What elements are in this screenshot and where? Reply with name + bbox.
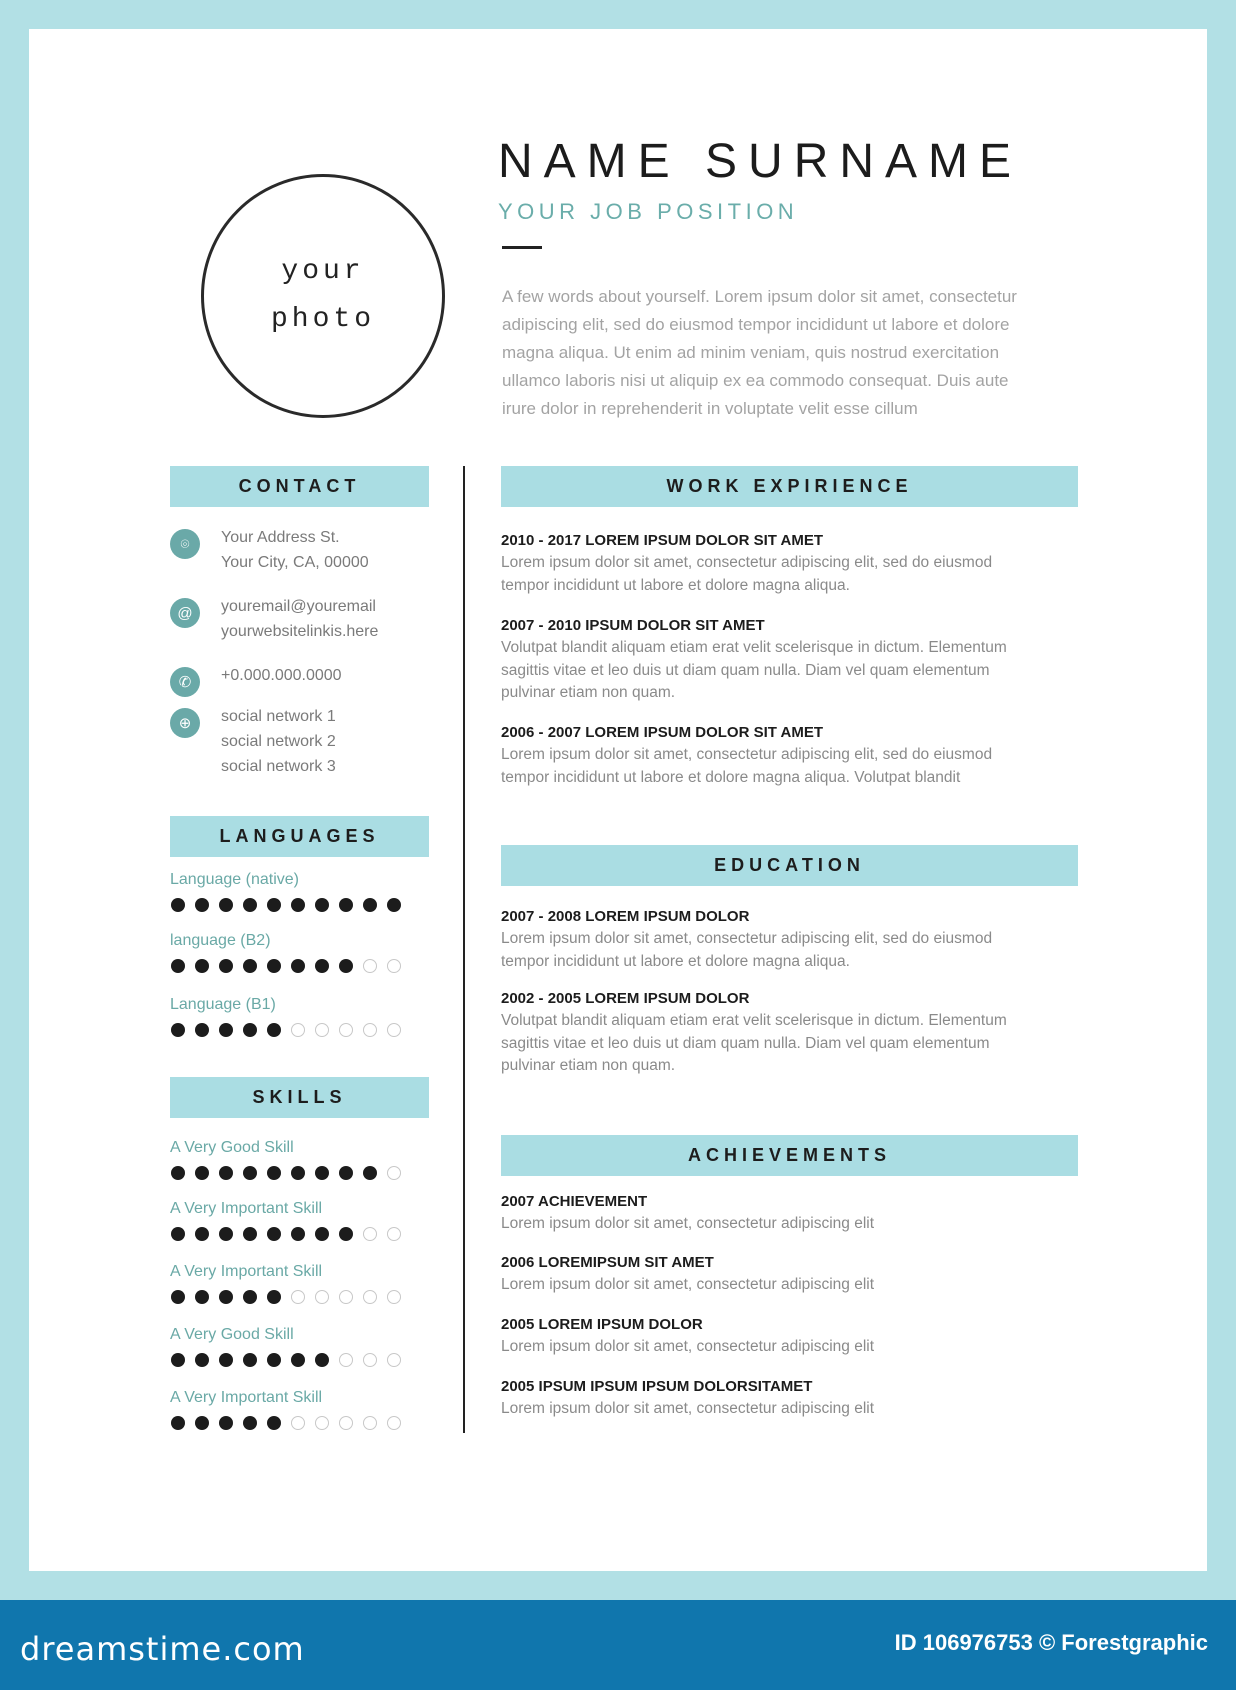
filled-dot [339, 1166, 353, 1180]
education-entry-text [501, 1010, 1007, 1078]
empty-dot [363, 1023, 377, 1037]
filled-dot [339, 1227, 353, 1241]
filled-dot [171, 1290, 185, 1304]
skills-rating [171, 1290, 401, 1304]
filled-dot [291, 959, 305, 973]
phone-icon: ✆ [170, 667, 200, 697]
skills-label: A Very Important Skill [170, 1263, 323, 1280]
filled-dot [267, 898, 281, 912]
languages-label: Language (native) [170, 871, 299, 888]
bio-line: ullamco laboris nisi ut aliquip ex ea commodo consequat. Duis aute [502, 371, 1009, 390]
filled-dot [243, 1227, 257, 1241]
filled-dot [267, 959, 281, 973]
empty-dot [387, 1353, 401, 1367]
languages-rating [171, 1023, 401, 1037]
bio-line: magna aliqua. Ut enim ad minim veniam, quis nostrud exercitation [502, 343, 1000, 362]
achievements-entry-title: 2006 LOREMIPSUM SIT AMET [501, 1254, 714, 1271]
entry-line: sagittis vitae et leo duis ut diam quam nulla. Diam vel quam elementum [501, 1034, 990, 1052]
achievements-entry-title: 2005 LOREM IPSUM DOLOR [501, 1316, 703, 1333]
skills-label: A Very Good Skill [170, 1139, 294, 1156]
filled-dot [339, 898, 353, 912]
contact-line: yourwebsitelinkis.here [221, 623, 379, 640]
skills-rating [171, 1227, 401, 1241]
filled-dot [195, 959, 209, 973]
contact-header: CONTACT [170, 466, 429, 507]
work-entry-text [501, 552, 992, 597]
education-header: EDUCATION [501, 845, 1078, 886]
filled-dot [243, 959, 257, 973]
filled-dot [243, 1416, 257, 1430]
bio-line: adipiscing elit, sed do eiusmod tempor incididunt ut labore et dolore [502, 315, 1010, 334]
filled-dot [291, 1166, 305, 1180]
filled-dot [339, 959, 353, 973]
filled-dot [219, 1166, 233, 1180]
languages-rating [171, 898, 401, 912]
image-credit: ID 106976753 © Forestgraphic [894, 1630, 1208, 1655]
bio [502, 283, 1017, 423]
filled-dot [267, 1023, 281, 1037]
filled-dot [195, 1290, 209, 1304]
empty-dot [339, 1416, 353, 1430]
location-pin-icon: ⌾ [170, 529, 200, 559]
entry-line: Lorem ipsum dolor sit amet, consectetur adipiscing elit [501, 1338, 875, 1355]
filled-dot [195, 898, 209, 912]
empty-dot [339, 1023, 353, 1037]
entry-line: sagittis vitae et leo duis ut diam quam nulla. Diam vel quam elementum [501, 661, 990, 679]
filled-dot [315, 1353, 329, 1367]
skills-label: A Very Important Skill [170, 1200, 323, 1217]
empty-dot [315, 1023, 329, 1037]
filled-dot [267, 1353, 281, 1367]
filled-dot [243, 1166, 257, 1180]
empty-dot [363, 1353, 377, 1367]
entry-line: Volutpat blandit aliquam etiam erat velit scelerisque in dictum. Elementum [501, 639, 1007, 656]
work-entry-text [501, 744, 992, 789]
empty-dot [363, 1227, 377, 1241]
dreamstime-logo[interactable]: dreamstime.com [20, 1630, 305, 1668]
filled-dot [291, 1353, 305, 1367]
languages-label: language (B2) [170, 932, 271, 949]
at-sign-icon: @ [170, 598, 200, 628]
filled-dot [315, 1227, 329, 1241]
filled-dot [267, 1227, 281, 1241]
filled-dot [219, 1023, 233, 1037]
education-entry-title: 2002 - 2005 LOREM IPSUM DOLOR [501, 990, 750, 1007]
filled-dot [363, 1166, 377, 1180]
filled-dot [291, 1227, 305, 1241]
empty-dot [387, 959, 401, 973]
empty-dot [291, 1023, 305, 1037]
achievements-entry-text [501, 1213, 874, 1236]
work-entry-title: 2010 - 2017 LOREM IPSUM DOLOR SIT AMET [501, 532, 824, 549]
job-position: YOUR JOB POSITION [498, 199, 799, 224]
contact-item [221, 594, 378, 644]
empty-dot [315, 1290, 329, 1304]
empty-dot [291, 1416, 305, 1430]
contact-item [221, 704, 336, 779]
languages-rating [171, 959, 401, 973]
contact-line: Your City, CA, 00000 [221, 554, 369, 571]
achievements-header: ACHIEVEMENTS [501, 1135, 1078, 1176]
achievements-entry-title: 2007 ACHIEVEMENT [501, 1193, 648, 1210]
filled-dot [315, 898, 329, 912]
entry-line: tempor incididunt ut labore et dolore magna aliqua. [501, 576, 850, 594]
empty-dot [363, 1416, 377, 1430]
empty-dot [387, 1290, 401, 1304]
filled-dot [219, 898, 233, 912]
filled-dot [219, 959, 233, 973]
filled-dot [219, 1416, 233, 1430]
entry-line: tempor incididunt ut labore et dolore magna aliqua. [501, 952, 850, 970]
column-divider [463, 466, 465, 1433]
filled-dot [291, 898, 305, 912]
empty-dot [387, 1023, 401, 1037]
filled-dot [243, 898, 257, 912]
work-entry-title: 2007 - 2010 IPSUM DOLOR SIT AMET [501, 617, 765, 634]
divider [502, 246, 542, 249]
contact-line: +0.000.000.0000 [221, 667, 342, 684]
entry-line: pulvinar etiam non quam. [501, 684, 676, 701]
filled-dot [243, 1353, 257, 1367]
skills-label: A Very Important Skill [170, 1389, 323, 1406]
full-name: NAME SURNAME [498, 135, 1023, 188]
empty-dot [363, 1290, 377, 1304]
empty-dot [363, 959, 377, 973]
filled-dot [171, 898, 185, 912]
empty-dot [387, 1416, 401, 1430]
entry-line: Lorem ipsum dolor sit amet, consectetur adipiscing elit [501, 1276, 875, 1293]
languages-label: Language (B1) [170, 996, 276, 1013]
entry-line: Lorem ipsum dolor sit amet, consectetur adipiscing elit [501, 1215, 875, 1232]
filled-dot [243, 1023, 257, 1037]
contact-line: social network 3 [221, 758, 336, 775]
work-header: WORK EXPIRIENCE [501, 466, 1078, 507]
bio-line: A few words about yourself. Lorem ipsum dolor sit amet, consectetur [502, 287, 1017, 306]
contact-item [221, 525, 369, 575]
education-entry-title: 2007 - 2008 LOREM IPSUM DOLOR [501, 908, 750, 925]
skills-rating [171, 1353, 401, 1367]
filled-dot [195, 1023, 209, 1037]
empty-dot [339, 1353, 353, 1367]
filled-dot [171, 1353, 185, 1367]
bio-line: irure dolor in reprehenderit in voluptate velit esse cillum [502, 399, 918, 418]
entry-line: Volutpat blandit aliquam etiam erat velit scelerisque in dictum. Elementum [501, 1012, 1007, 1029]
filled-dot [387, 898, 401, 912]
achievements-entry-text [501, 1398, 874, 1421]
filled-dot [267, 1290, 281, 1304]
photo-text: photo [270, 304, 375, 335]
filled-dot [315, 1166, 329, 1180]
filled-dot [171, 1416, 185, 1430]
empty-dot [387, 1166, 401, 1180]
skills-header: SKILLS [170, 1077, 429, 1118]
entry-line: pulvinar etiam non quam. [501, 1057, 676, 1074]
filled-dot [315, 959, 329, 973]
contact-line: youremail@youremail [221, 598, 376, 615]
empty-dot [315, 1416, 329, 1430]
entry-line: Lorem ipsum dolor sit amet, consectetur adipiscing elit, sed do eiusmod [501, 554, 993, 571]
skills-rating [171, 1166, 401, 1180]
filled-dot [219, 1227, 233, 1241]
filled-dot [219, 1290, 233, 1304]
filled-dot [363, 898, 377, 912]
work-entry-title: 2006 - 2007 LOREM IPSUM DOLOR SIT AMET [501, 724, 824, 741]
empty-dot [291, 1290, 305, 1304]
filled-dot [195, 1227, 209, 1241]
contact-line: social network 2 [221, 733, 336, 750]
photo-text: your [281, 256, 365, 287]
filled-dot [267, 1166, 281, 1180]
filled-dot [243, 1290, 257, 1304]
photo-placeholder [201, 174, 445, 418]
footer [0, 1600, 1236, 1690]
empty-dot [387, 1227, 401, 1241]
skills-rating [171, 1416, 401, 1430]
entry-line: Lorem ipsum dolor sit amet, consectetur adipiscing elit, sed do eiusmod [501, 746, 993, 763]
contact-line: social network 1 [221, 708, 336, 725]
filled-dot [171, 1023, 185, 1037]
filled-dot [267, 1416, 281, 1430]
filled-dot [195, 1416, 209, 1430]
achievements-entry-title: 2005 IPSUM IPSUM IPSUM DOLORSITAMET [501, 1378, 813, 1395]
globe-icon: ⊕ [170, 708, 200, 738]
contact-line: Your Address St. [221, 529, 340, 546]
entry-line: Lorem ipsum dolor sit amet, consectetur adipiscing elit, sed do eiusmod [501, 930, 993, 947]
education-entry-text [501, 928, 992, 973]
filled-dot [171, 1166, 185, 1180]
filled-dot [171, 959, 185, 973]
skills-label: A Very Good Skill [170, 1326, 294, 1343]
contact-item [221, 663, 342, 688]
work-entry-text [501, 637, 1007, 705]
achievements-entry-text [501, 1336, 874, 1359]
empty-dot [339, 1290, 353, 1304]
entry-line: Lorem ipsum dolor sit amet, consectetur adipiscing elit [501, 1400, 875, 1417]
filled-dot [195, 1166, 209, 1180]
achievements-entry-text [501, 1274, 874, 1297]
filled-dot [171, 1227, 185, 1241]
languages-header: LANGUAGES [170, 816, 429, 857]
filled-dot [219, 1353, 233, 1367]
filled-dot [195, 1353, 209, 1367]
entry-line: tempor incididunt ut labore et dolore magna aliqua. Volutpat blandit [501, 768, 961, 786]
